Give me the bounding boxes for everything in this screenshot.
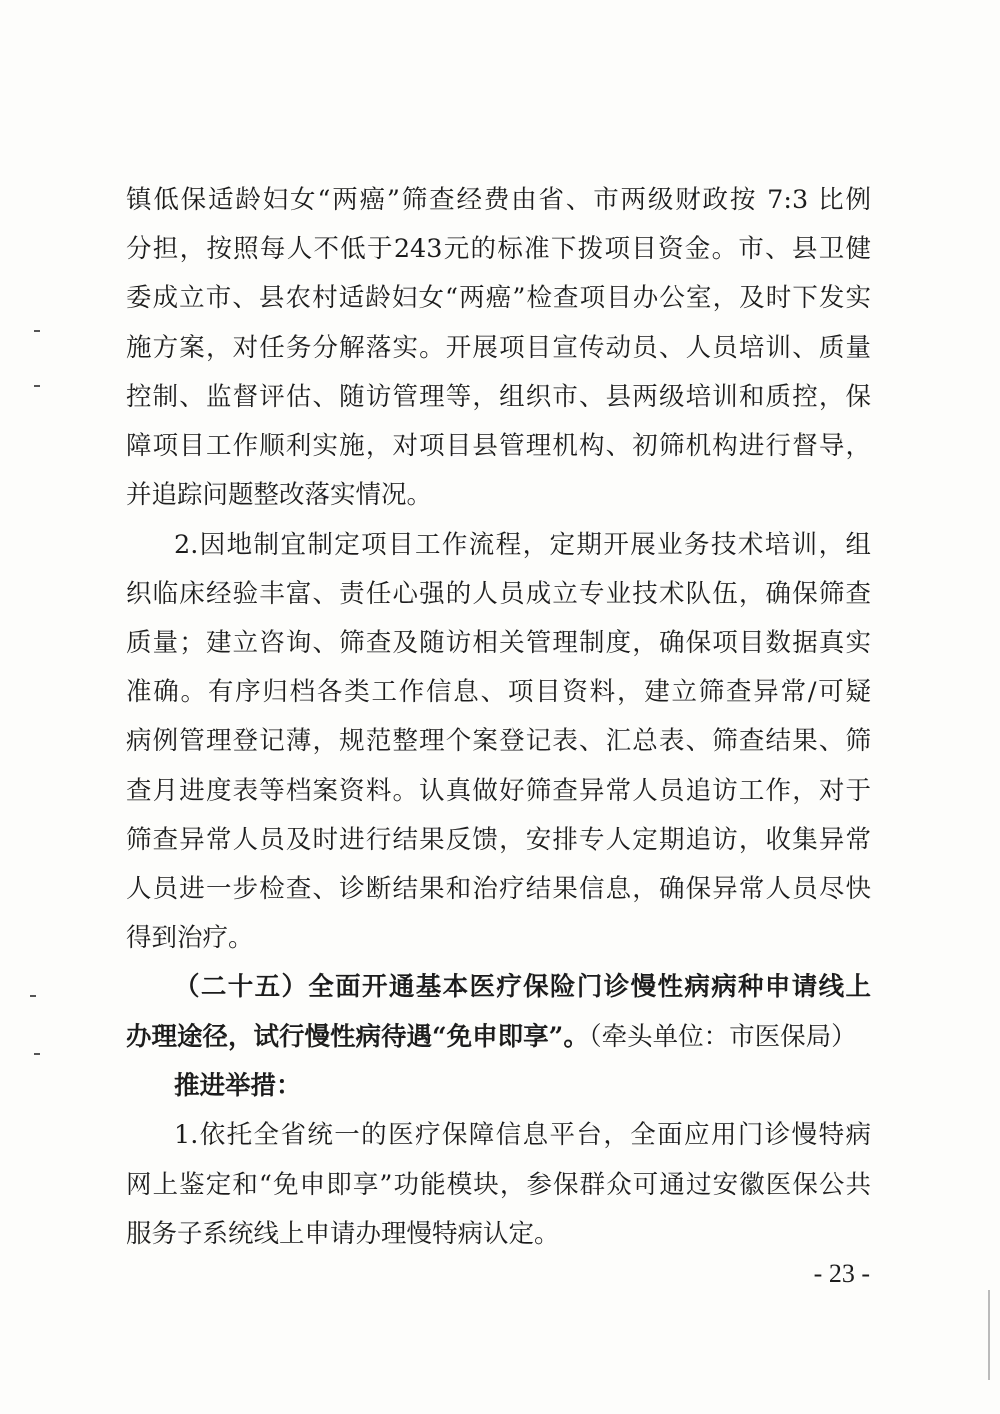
paragraph-line: 障项目工作顺利实施，对项目县管理机构、初筛机构进行督导， — [126, 431, 871, 461]
paragraph-line: 质量；建立咨询、筛查及随访相关管理制度，确保项目数据真实 — [126, 628, 871, 658]
margin-mark — [30, 995, 36, 997]
paragraph-line: 准确。有序归档各类工作信息、项目资料，建立筛查异常/可疑 — [126, 677, 871, 707]
margin-mark — [34, 330, 40, 332]
paragraph-line: 病例管理登记薄，规范整理个案登记表、汇总表、筛查结果、筛 — [126, 726, 871, 756]
paragraph-line: 镇低保适龄妇女“两癌”筛查经费由省、市两级财政按 7:3 比例 — [126, 185, 871, 215]
paragraph-line: 织临床经验丰富、责任心强的人员成立专业技术队伍，确保筛查 — [126, 579, 871, 609]
lead-unit: （牵头单位：市医保局） — [588, 1022, 857, 1052]
paragraph-line: 并追踪问题整改落实情况。 — [126, 480, 433, 510]
section-heading-line — [126, 1017, 871, 1057]
paragraph-line: 施方案，对任务分解落实。开展项目宣传动员、人员培训、质量 — [126, 333, 871, 363]
paragraph-line: 服务子系统线上申请办理慢特病认定。 — [126, 1219, 560, 1249]
paragraph-line: 委成立市、县农村适龄妇女“两癌”检查项目办公室，及时下发实 — [126, 283, 871, 313]
page-number: - 23 - — [813, 1259, 870, 1288]
margin-mark — [34, 1053, 40, 1055]
section-heading-text: 办理途径，试行慢性病待遇“免申即享”。 — [126, 1022, 589, 1052]
paragraph-line: 网上鉴定和“免申即享”功能模块，参保群众可通过安徽医保公共 — [126, 1170, 871, 1200]
paragraph-line: 分担，按照每人不低于243元的标准下拨项目资金。市、县卫健 — [126, 234, 871, 264]
paragraph-line: 筛查异常人员及时进行结果反馈，安排专人定期追访，收集异常 — [126, 825, 871, 855]
paragraph-line: 得到治疗。 — [126, 923, 254, 953]
paragraph-line: 人员进一步检查、诊断结果和治疗结果信息，确保异常人员尽快 — [126, 874, 871, 904]
margin-mark — [34, 385, 40, 387]
paragraph-line: 查月进度表等档案资料。认真做好筛查异常人员追访工作，对于 — [126, 776, 871, 806]
paragraph-line: 2.因地制宜制定项目工作流程，定期开展业务技术培训，组 — [174, 530, 871, 560]
section-heading-line: （二十五）全面开通基本医疗保险门诊慢性病病种申请线上 — [174, 972, 871, 1002]
paragraph-line: 1.依托全省统一的医疗保障信息平台，全面应用门诊慢特病 — [174, 1120, 871, 1150]
scan-edge-line — [988, 1290, 990, 1380]
measures-heading: 推进举措： — [174, 1071, 302, 1101]
paragraph-line: 控制、监督评估、随访管理等，组织市、县两级培训和质控，保 — [126, 382, 871, 412]
